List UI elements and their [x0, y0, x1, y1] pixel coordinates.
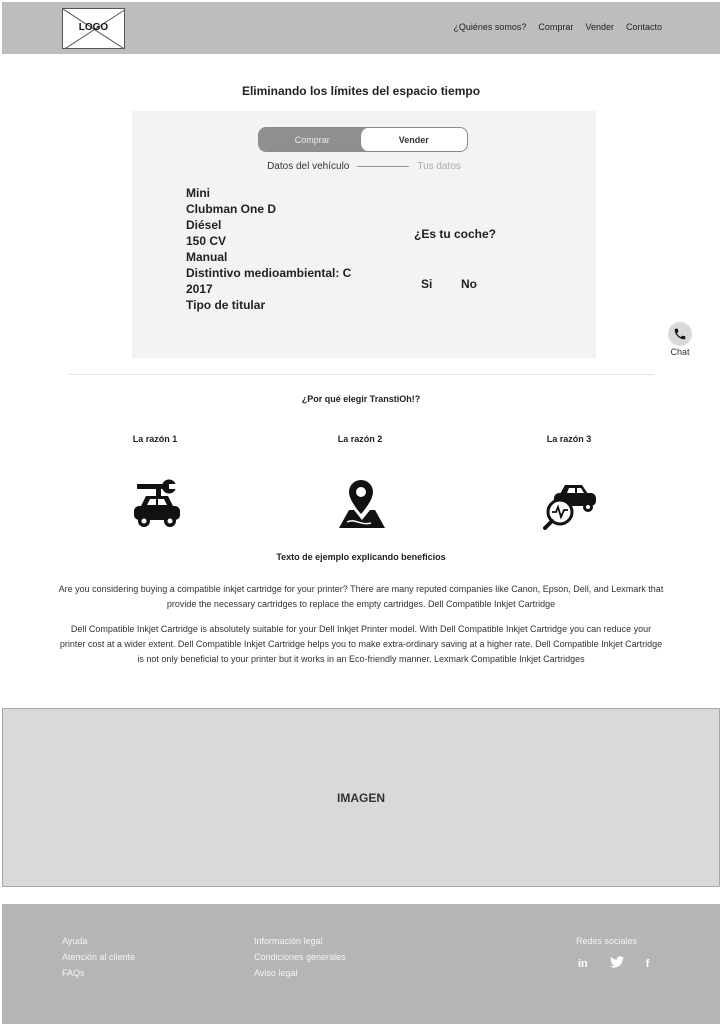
- benefits-title: Texto de ejemplo explicando beneficios: [276, 552, 446, 562]
- reason-3-label: La razón 3: [546, 434, 592, 444]
- image-placeholder-label: IMAGEN: [337, 790, 385, 805]
- vehicle-power: 150 CV: [186, 234, 227, 248]
- footer-link-help[interactable]: Ayuda: [62, 936, 88, 946]
- footer-link-faqs[interactable]: FAQs: [62, 968, 85, 978]
- confirm-question: ¿Es tu coche?: [414, 227, 497, 241]
- car-wrench-icon: [127, 476, 187, 532]
- section-divider: [68, 374, 654, 375]
- map-pin-icon: [331, 476, 391, 532]
- facebook-icon[interactable]: f: [645, 957, 650, 970]
- logo-text: LOGO: [78, 22, 109, 33]
- car-inspection-icon: [540, 476, 600, 532]
- reason-1-label: La razón 1: [132, 434, 178, 444]
- buy-sell-toggle: [258, 127, 468, 152]
- step-vehicle-data: Datos del vehículo: [267, 161, 350, 172]
- benefits-paragraph-1: Are you considering buying a compatible inkjet cartridge for your printer? There are many reputed companies like Canon, Epson, Dell, and Lexmark that provide the necessary cartridges to replace the empty cartridges. Dell Compatible Inkjet Cartridge: [58, 584, 664, 609]
- nav-link-sell[interactable]: Vender: [585, 22, 614, 32]
- main-nav: [453, 22, 662, 32]
- vehicle-fuel: Diésel: [186, 218, 222, 232]
- footer-legal-column: [254, 933, 346, 981]
- footer-link-legal-notice[interactable]: Aviso legal: [254, 968, 298, 978]
- vehicle-year: 2017: [186, 282, 213, 296]
- benefits-paragraph-2: Dell Compatible Inkjet Cartridge is absolutely suitable for your Dell Inkjet Printer model. With Dell Compatible Inkjet Cartridge you can reduce your printer cost at a wider extent. Dell Compatible Inkjet Cartridge helps you to make extra-ordinary saving at a higher rate. Dell Compatible Inkjet Cartridge is not only beneficial to your printer but it works in an Eco-friendly manner. Lexmark Compatible Inkjet Cartridges: [59, 624, 663, 664]
- footer-link-legal-info[interactable]: Información legal: [254, 936, 323, 946]
- hero-title: Eliminando los límites del espacio tiempo: [241, 84, 481, 98]
- footer-social-title: Redes sociales: [576, 936, 638, 946]
- twitter-icon[interactable]: [610, 956, 624, 971]
- reason-2-label: La razón 2: [337, 434, 383, 444]
- step-your-data: Tus datos: [417, 161, 461, 172]
- phone-icon: [668, 322, 692, 346]
- footer-link-terms[interactable]: Condiciones generales: [254, 952, 346, 962]
- progress-steps: [132, 161, 596, 172]
- reasons-title: ¿Por qué elegir TranstiOh!?: [301, 394, 421, 404]
- vehicle-brand: Mini: [186, 186, 210, 200]
- nav-link-buy[interactable]: Comprar: [538, 22, 574, 32]
- image-placeholder: [2, 708, 720, 887]
- yes-button[interactable]: Si: [421, 277, 433, 291]
- site-header: [2, 2, 720, 54]
- no-button[interactable]: No: [461, 277, 477, 291]
- site-footer: [2, 904, 720, 1024]
- step-connector: [357, 166, 409, 167]
- toggle-sell-option[interactable]: Vender: [360, 128, 468, 151]
- footer-help-column: [62, 933, 135, 981]
- chat-label: Chat: [670, 347, 690, 357]
- vehicle-details: [186, 185, 351, 313]
- social-links: [578, 956, 649, 971]
- vehicle-panel: [132, 111, 596, 358]
- vehicle-transmission: Manual: [186, 250, 228, 264]
- vehicle-owner-type: Tipo de titular: [186, 298, 266, 312]
- nav-link-about[interactable]: ¿Quiénes somos?: [453, 22, 527, 32]
- vehicle-model: Clubman One D: [186, 202, 277, 216]
- vehicle-eco-badge: Distintivo medioambiental: C: [186, 266, 352, 280]
- footer-link-customer-service[interactable]: Atención al cliente: [62, 952, 136, 962]
- nav-link-contact[interactable]: Contacto: [625, 22, 662, 32]
- linkedin-icon[interactable]: in: [578, 957, 588, 970]
- toggle-buy-option[interactable]: Comprar: [259, 128, 366, 151]
- chat-button[interactable]: [667, 322, 693, 357]
- logo[interactable]: [62, 8, 125, 49]
